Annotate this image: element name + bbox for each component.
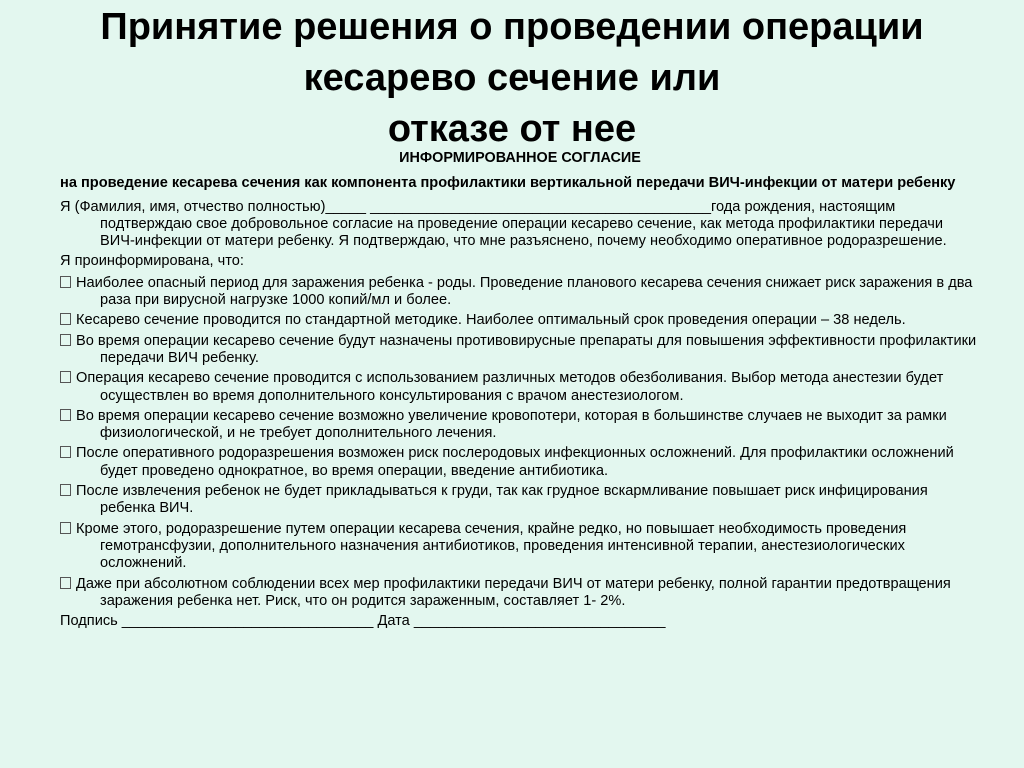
checkbox-glyph-icon [60,409,71,421]
list-item [60,408,980,443]
list-item-text: Кесарево сечение проводится по стандартной методике. Наиболее оптимальный срок проведения операции – 38 недель. [76,312,906,329]
checkbox-glyph-icon [60,484,71,496]
title-line-1: Принятие решения о проведении операции [100,6,924,48]
list-item [60,576,980,611]
list-item-text: Во время операции кесарево сечение будут назначены противовирусные препараты для повышения эффективности профилактики передачи ВИЧ ребенку. [76,332,977,366]
document-subheading: на проведение кесарева сечения как компонента профилактики вертикальной передачи ВИЧ-инфекции от матери ребенку [60,175,956,192]
list-item [60,275,980,310]
list-item [60,483,980,518]
checkbox-glyph-icon [60,522,71,534]
title-line-2: кесарево сечение или [303,57,721,99]
signature-line: Подпись _______________________________ Дата _______________________________ [60,613,666,630]
title-line-3: отказе от нее [387,108,637,150]
slide-title [0,2,1024,155]
consent-document [60,150,980,634]
list-item [60,333,980,368]
list-item-text: После оперативного родоразрешения возможен риск послеродовых инфекционных осложнений. Для профилактики осложнений будет проведено однократное, во время операции, введение антибиотика. [76,445,954,479]
list-item [60,521,980,573]
checkbox-glyph-icon [60,313,71,325]
list-item-text: Даже при абсолютном соблюдении всех мер профилактики передачи ВИЧ от матери ребенку, полной гарантии предотвращения заражения ребенка нет. Риск, что он родится зараженным, составляет 1- 2%. [76,575,951,609]
informed-intro: Я проинформирована, что: [60,253,244,270]
checkbox-glyph-icon [60,577,71,589]
list-item [60,445,980,480]
checkbox-glyph-icon [60,276,71,288]
list-item [60,370,980,405]
list-item-text: Операция кесарево сечение проводится с использованием различных методов обезболивания. Выбор метода анестезии будет осуществлен во время дополнительного консультирования с врачом анестезиологом. [76,370,944,404]
checkbox-glyph-icon [60,334,71,346]
list-item-text: После извлечения ребенок не будет прикладываться к груди, так как грудное вскармливание повышает риск инфицирования ребенка ВИЧ. [76,483,928,517]
consent-paragraph: Я (Фамилия, имя, отчество полностью)_____ __________________________________________года рождения, настоящим подтверждаю свое добровольное согласие на проведение операции кесарево сечение, как метода профилактики передачи ВИЧ-инфекции от матери ребенку. Я подтверждаю, что мне разъяснено, почему необходимо оперативное родоразрешение. [60,198,947,250]
checkbox-glyph-icon [60,446,71,458]
checkbox-glyph-icon [60,371,71,383]
list-item-text: Во время операции кесарево сечение возможно увеличение кровопотери, которая в большинстве случаев не выходит за рамки физиологической, и не требует дополнительного лечения. [76,407,947,442]
list-item-text: Кроме этого, родоразрешение путем операции кесарева сечения, крайне редко, но повышает необходимость проведения гемотрансфузии, дополнительного назначения антибиотиков, проведения интенсивной терапии, анестезиологических осложнений. [76,520,907,572]
list-item-text: Наиболее опасный период для заражения ребенка - роды. Проведение планового кесарева сечения снижает риск заражения в два раза при вирусной нагрузке 1000 копий/мл и более. [76,274,973,309]
list-item [60,312,980,329]
document-heading: ИНФОРМИРОВАННОЕ СОГЛАСИЕ [399,150,641,166]
